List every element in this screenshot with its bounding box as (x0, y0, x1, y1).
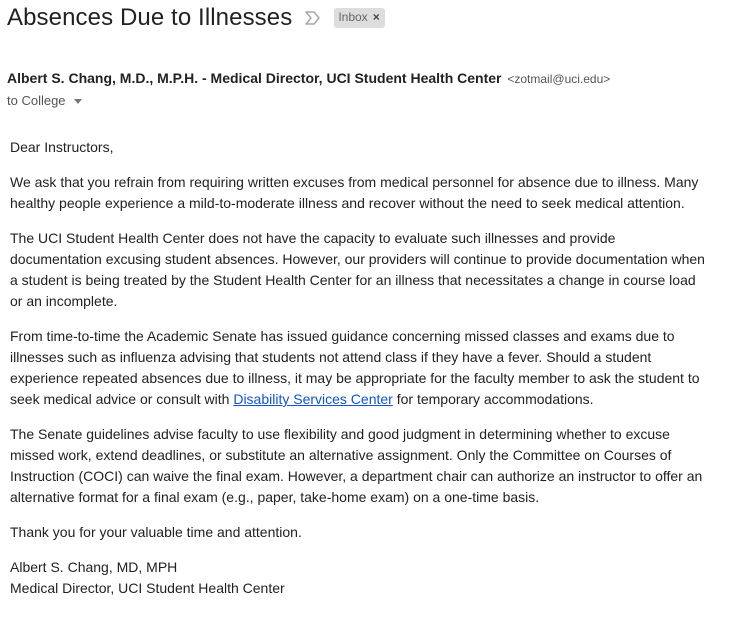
paragraph-3-text-end: for temporary accommodations. (392, 391, 594, 407)
remove-label-icon[interactable]: × (372, 10, 380, 24)
body-paragraph-3 (10, 326, 710, 410)
signature (10, 557, 710, 599)
recipient-label: to College (7, 93, 66, 108)
signature-name: Albert S. Chang, MD, MPH (10, 559, 178, 575)
greeting: Dear Instructors, (10, 139, 114, 155)
importance-marker-icon[interactable] (304, 10, 322, 26)
closing-line: Thank you for your valuable time and attention. (10, 524, 302, 540)
email-body (10, 137, 710, 599)
sender-row (7, 70, 610, 86)
email-subject: Absences Due to Illnesses (7, 4, 293, 31)
sender-email: <zotmail@uci.edu> (507, 72, 611, 86)
inbox-label-chip (334, 8, 384, 28)
body-paragraph-2: The UCI Student Health Center does not have the capacity to evaluate such illnesses and provide documentation excusing student absences. However, our providers will continue to provide documentation when a student is being treated by the Student Health Center for an illness that necessitates a change in course load or an incomplete. (10, 230, 705, 309)
inbox-label-text: Inbox (338, 10, 368, 24)
body-paragraph-1: We ask that you refrain from requiring written excuses from medical personnel for absence due to illness. Many healthy people experience a mild-to-moderate illness and recover without the need to seek medical attention. (10, 174, 699, 211)
recipient-details-toggle[interactable] (7, 93, 82, 108)
disability-services-link[interactable]: Disability Services Center (233, 391, 393, 407)
signature-title: Medical Director, UCI Student Health Center (10, 580, 285, 596)
paragraph-3-text: From time-to-time the Academic Senate has issued guidance concerning missed classes and exams due to illnesses such as influenza advising that students not attend class if they have a fever. Should a student experience repeated absences due to illness, it may be appropriate for the faculty member to ask the student to seek medical advice or consult with (10, 328, 700, 407)
sender-name[interactable]: Albert S. Chang, M.D., M.P.H. - Medical Director, UCI Student Health Center (7, 70, 502, 86)
chevron-down-icon[interactable] (74, 99, 82, 104)
subject-row (7, 4, 385, 32)
body-paragraph-4: The Senate guidelines advise faculty to use flexibility and good judgment in determining whether to excuse missed work, extend deadlines, or substitute an alternative assignment. Only the Committee on Courses of Instruction (COCI) can waive the final exam. However, a department chair can authorize an instructor to offer an alternative format for a final exam (e.g., paper, take-home exam) on a one-time basis. (10, 426, 703, 505)
